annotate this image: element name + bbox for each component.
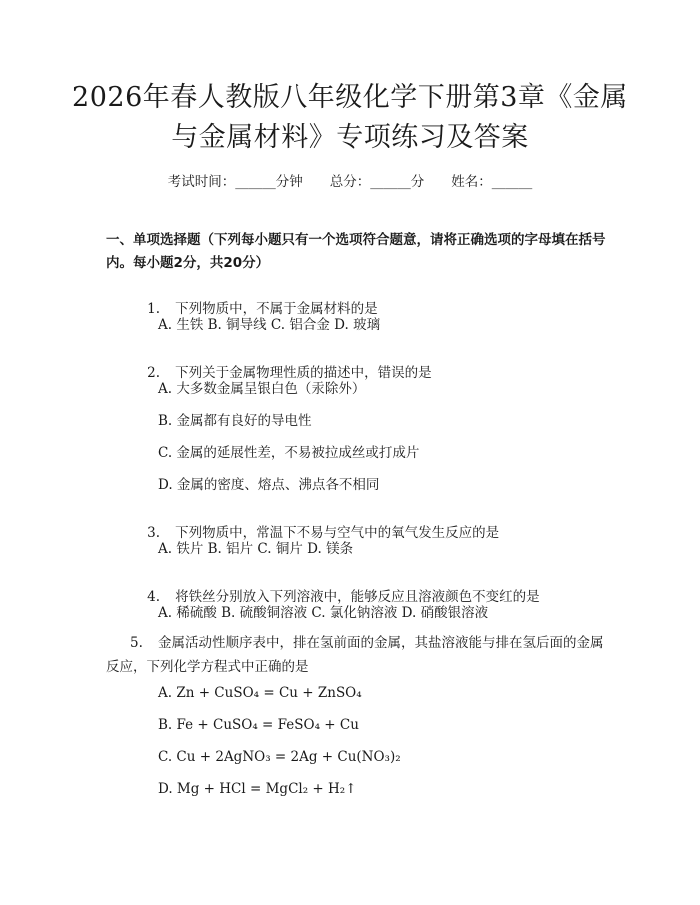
question-2-option-a: A. 大多数金属呈银白色（汞除外） (158, 381, 366, 397)
question-1-options: A. 生铁 B. 铜导线 C. 铝合金 D. 玻璃 (158, 317, 381, 333)
question-5-option-c: C. Cu + 2AgNO₃ = 2Ag + Cu(NO₃)₂ (158, 749, 401, 765)
question-text: 金属活动性顺序表中，排在氢前面的金属，其盐溶液能与排在氢后面的金属反应，下列化学方程式中正确的是 (106, 635, 604, 675)
question-5-option-d: D. Mg + HCl = MgCl₂ + H₂↑ (158, 781, 357, 797)
question-text: 下列关于金属物理性质的描述中，错误的是 (175, 365, 432, 381)
question-5-option-a: A. Zn + CuSO₄ = Cu + ZnSO₄ (158, 685, 362, 701)
exam-info-line: 考试时间：______分钟 总分：______分 姓名：______ (167, 174, 533, 190)
question-2-option-c: C. 金属的延展性差，不易被拉成丝或打成片 (158, 445, 420, 461)
section-heading: 一、单项选择题（下列每小题只有一个选项符合题意，请将正确选项的字母填在括号内。每小题2分，共20分） (106, 232, 606, 271)
question-5 (106, 631, 606, 679)
question-text: 将铁丝分别放入下列溶液中，能够反应且溶液颜色不变红的是 (175, 589, 540, 605)
question-text: 下列物质中，不属于金属材料的是 (175, 301, 378, 317)
question-2-option-d: D. 金属的密度、熔点、沸点各不相同 (158, 477, 380, 493)
question-3-options: A. 铁片 B. 铝片 C. 铜片 D. 镁条 (158, 541, 354, 557)
question-number: 3. (147, 525, 161, 541)
question-text: 下列物质中，常温下不易与空气中的氧气发生反应的是 (175, 525, 500, 541)
question-4-options: A. 稀硫酸 B. 硫酸铜溶液 C. 氯化钠溶液 D. 硝酸银溶液 (158, 605, 489, 621)
question-2-option-b: B. 金属都有良好的导电性 (158, 413, 312, 429)
question-number: 1. (147, 301, 161, 317)
question-number: 4. (147, 589, 161, 605)
question-5-option-b: B. Fe + CuSO₄ = FeSO₄ + Cu (158, 717, 359, 733)
question-number: 2. (147, 365, 161, 381)
document-title: 2026年春人教版八年级化学下册第3章《金属与金属材料》专项练习及答案 (72, 82, 628, 153)
question-number: 5. (130, 635, 143, 651)
